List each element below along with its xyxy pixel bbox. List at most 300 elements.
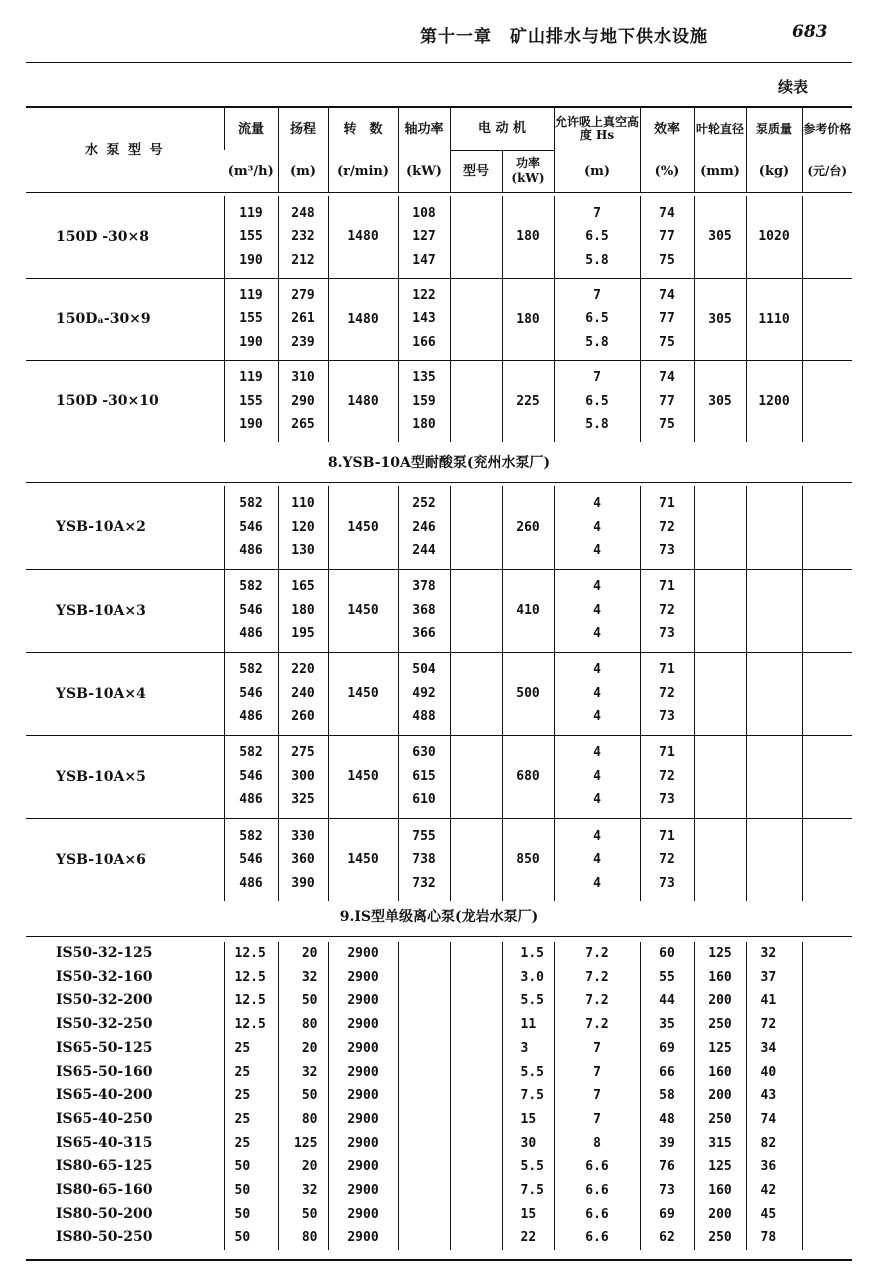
impeller-cell: 250 [694, 1013, 746, 1037]
impeller-cell: 160 [694, 1179, 746, 1203]
shaft-power-cell-value: 166 [412, 334, 436, 350]
shaft-power-cell [398, 1084, 450, 1108]
mass-cell: 37 [746, 966, 802, 990]
flow-cell-value: 119 [239, 370, 263, 385]
header-suction: 允许吸上真空高度 Hs [554, 108, 640, 150]
speed-cell: 1450 [328, 569, 398, 652]
suction-cell-value: 7 [593, 287, 601, 303]
flow-cell: 50 [224, 1155, 278, 1179]
shaft-power-cell [398, 360, 450, 442]
head-cell: 32 [278, 1061, 328, 1085]
suction-cell-value: 4 [593, 685, 601, 701]
suction-cell-value: 4 [593, 543, 601, 558]
header-model: 水 泵 型 号 [84, 142, 165, 158]
header-suction-unit: (m) [554, 150, 640, 192]
head-cell-value: 180 [291, 602, 315, 618]
suction-cell: 7.2 [554, 966, 640, 990]
head-cell-value: 212 [291, 252, 315, 268]
table-row [26, 942, 852, 966]
efficiency-cell: 58 [640, 1084, 694, 1108]
page-number: 683 [792, 22, 828, 42]
efficiency-cell-value: 74 [659, 205, 675, 221]
flow-cell: 12.5 [224, 989, 278, 1013]
motor-power-cell: 30 [502, 1132, 554, 1156]
suction-cell-value: 7 [593, 370, 601, 385]
mass-cell: 32 [746, 942, 802, 966]
speed-cell: 2900 [328, 1037, 398, 1061]
flow-cell-value: 155 [239, 311, 263, 327]
price-cell [802, 1203, 852, 1227]
suction-cell: 7.2 [554, 1013, 640, 1037]
flow-cell: 25 [224, 1061, 278, 1085]
table-row [26, 278, 852, 360]
table-row [26, 1203, 852, 1227]
head-cell-value: 310 [291, 370, 315, 385]
mass-cell: 45 [746, 1203, 802, 1227]
shaft-power-cell-value: 488 [412, 709, 436, 725]
model-name: YSB-10A×4 [26, 652, 224, 735]
header-motor-type: 型号 [450, 150, 502, 192]
head-cell: 125 [278, 1132, 328, 1156]
model-name: IS65-40-200 [56, 1087, 153, 1104]
motor-type-cell [450, 818, 502, 901]
efficiency-cell-value: 73 [659, 626, 675, 642]
shaft-power-cell-value: 143 [412, 311, 436, 327]
impeller-cell [694, 735, 746, 818]
efficiency-cell-value: 71 [659, 579, 675, 595]
efficiency-cell-value: 72 [659, 768, 675, 784]
head-cell [278, 735, 328, 818]
head-cell-value: 110 [291, 496, 315, 511]
flow-cell-value: 486 [239, 792, 263, 808]
header-speed: 转 数 [328, 108, 398, 150]
suction-cell: 7 [554, 1108, 640, 1132]
flow-cell-value: 155 [239, 393, 263, 409]
mass-cell [746, 486, 802, 569]
motor-type-cell [450, 652, 502, 735]
efficiency-cell-value: 73 [659, 543, 675, 558]
efficiency-cell-value: 77 [659, 229, 675, 244]
flow-cell [224, 360, 278, 442]
model-name: IS50-32-125 [56, 945, 153, 961]
model-name: IS65-50-125 [56, 1039, 153, 1056]
mass-cell [746, 818, 802, 901]
head-cell-value: 330 [291, 828, 315, 844]
efficiency-cell: 66 [640, 1061, 694, 1085]
motor-type-cell [450, 1108, 502, 1132]
model-name: IS50-32-200 [56, 992, 153, 1009]
motor-power-cell: 5.5 [502, 989, 554, 1013]
model-name: YSB-10A×6 [56, 851, 146, 868]
efficiency-cell-value: 71 [659, 828, 675, 844]
impeller-cell: 305 [694, 278, 746, 360]
shaft-power-cell-value: 252 [412, 496, 436, 511]
impeller-cell: 305 [694, 360, 746, 442]
flow-cell: 50 [224, 1203, 278, 1227]
impeller-cell: 125 [694, 1155, 746, 1179]
suction-cell: 7 [554, 1037, 640, 1061]
model-name: IS80-50-250 [56, 1229, 153, 1246]
head-cell-value: 275 [291, 745, 315, 761]
motor-power-cell: 180 [502, 196, 554, 278]
motor-power-cell: 11 [502, 1013, 554, 1037]
motor-type-cell [450, 1203, 502, 1227]
flow-cell-value: 582 [239, 662, 263, 678]
suction-cell [554, 652, 640, 735]
flow-cell: 25 [224, 1108, 278, 1132]
header-impeller: 叶轮直径 [694, 108, 746, 150]
model-name: IS80-50-200 [56, 1205, 153, 1222]
header-shaft-power: 轴功率 [398, 108, 450, 150]
header-price: 参考价格 [802, 108, 852, 150]
efficiency-cell-value: 74 [659, 287, 675, 303]
head-cell-value: 240 [291, 685, 315, 701]
efficiency-cell-value: 74 [659, 370, 675, 385]
flow-cell: 12.5 [224, 966, 278, 990]
model-name: IS80-65-125 [56, 1158, 153, 1175]
shaft-power-cell-value: 368 [412, 602, 436, 618]
flow-cell-value: 190 [239, 334, 263, 350]
price-cell [802, 1037, 852, 1061]
speed-cell: 2900 [328, 1203, 398, 1227]
flow-cell-value: 582 [239, 745, 263, 761]
shaft-power-cell-value: 492 [412, 685, 436, 701]
efficiency-cell: 44 [640, 989, 694, 1013]
flow-cell [224, 278, 278, 360]
impeller-cell: 315 [694, 1132, 746, 1156]
efficiency-cell [640, 818, 694, 901]
flow-cell-value: 119 [239, 205, 263, 221]
price-cell [802, 1084, 852, 1108]
speed-cell: 2900 [328, 1061, 398, 1085]
efficiency-cell: 69 [640, 1037, 694, 1061]
flow-cell: 25 [224, 1084, 278, 1108]
head-cell: 20 [278, 942, 328, 966]
shaft-power-cell [398, 1203, 450, 1227]
motor-power-cell: 410 [502, 569, 554, 652]
suction-cell-value: 4 [593, 602, 601, 618]
table-row [26, 735, 852, 818]
impeller-cell [694, 486, 746, 569]
model-name: IS65-40-315 [56, 1134, 153, 1151]
table-bottom-rule [26, 1259, 852, 1261]
mass-cell: 40 [746, 1061, 802, 1085]
efficiency-cell: 39 [640, 1132, 694, 1156]
impeller-cell [694, 569, 746, 652]
suction-cell-value: 5.8 [585, 252, 609, 268]
model-name: IS50-32-160 [56, 968, 153, 985]
price-cell [802, 1226, 852, 1250]
model-name: YSB-10A×3 [26, 569, 224, 652]
efficiency-cell-value: 71 [659, 496, 675, 511]
impeller-cell: 200 [694, 989, 746, 1013]
speed-cell: 1480 [328, 360, 398, 442]
price-cell [802, 1155, 852, 1179]
flow-cell-value: 582 [239, 496, 263, 511]
efficiency-cell [640, 196, 694, 278]
impeller-cell: 160 [694, 1061, 746, 1085]
shaft-power-cell-value: 630 [412, 745, 436, 761]
shaft-power-cell [398, 942, 450, 966]
section8-rule [26, 482, 852, 483]
shaft-power-cell [398, 1179, 450, 1203]
page-header [0, 22, 876, 48]
flow-cell: 50 [224, 1179, 278, 1203]
efficiency-cell-value: 75 [659, 252, 675, 268]
section-title-8: 8.YSB-10A型耐酸泵(兖州水泵厂) [327, 455, 551, 471]
model-name: YSB-10A×2 [26, 486, 224, 569]
flow-cell-value: 486 [239, 543, 263, 558]
speed-cell: 2900 [328, 1013, 398, 1037]
shaft-power-cell-value: 378 [412, 579, 436, 595]
efficiency-cell-value: 72 [659, 852, 675, 867]
speed-cell: 1480 [328, 196, 398, 278]
price-cell [802, 818, 852, 901]
speed-cell: 2900 [328, 989, 398, 1013]
shaft-power-cell-value: 610 [412, 792, 436, 808]
head-cell-value: 390 [291, 875, 315, 891]
suction-cell: 7 [554, 1084, 640, 1108]
suction-cell-value: 4 [593, 828, 601, 844]
price-cell [802, 1108, 852, 1132]
chapter-title: 第十一章 矿山排水与地下供水设施 [420, 27, 708, 47]
suction-cell-value: 6.5 [585, 229, 609, 244]
shaft-power-cell [398, 1061, 450, 1085]
speed-cell: 1480 [328, 278, 398, 360]
head-cell: 50 [278, 989, 328, 1013]
shaft-power-cell [398, 1226, 450, 1250]
mass-cell: 1020 [746, 196, 802, 278]
efficiency-cell: 73 [640, 1179, 694, 1203]
head-cell [278, 278, 328, 360]
suction-cell-value: 4 [593, 852, 601, 867]
mass-cell: 42 [746, 1179, 802, 1203]
efficiency-cell: 60 [640, 942, 694, 966]
mass-cell: 34 [746, 1037, 802, 1061]
motor-power-cell: 1.5 [502, 942, 554, 966]
model-name: 150Dₐ-30×9 [26, 278, 224, 360]
flow-cell [224, 652, 278, 735]
efficiency-cell [640, 360, 694, 442]
suction-cell [554, 735, 640, 818]
table-row [26, 1226, 852, 1250]
shaft-power-cell-value: 738 [412, 852, 436, 867]
suction-cell-value: 4 [593, 519, 601, 535]
efficiency-cell [640, 652, 694, 735]
impeller-cell: 125 [694, 942, 746, 966]
motor-type-cell [450, 1084, 502, 1108]
motor-power-cell: 7.5 [502, 1084, 554, 1108]
shaft-power-cell [398, 196, 450, 278]
table-row [26, 966, 852, 990]
head-cell-value: 232 [291, 229, 315, 244]
shaft-power-cell-value: 246 [412, 519, 436, 535]
table-row [26, 1108, 852, 1132]
motor-power-cell: 850 [502, 818, 554, 901]
suction-cell-value: 6.5 [585, 393, 609, 409]
speed-cell: 2900 [328, 1155, 398, 1179]
suction-cell: 6.6 [554, 1226, 640, 1250]
suction-cell: 6.6 [554, 1203, 640, 1227]
shaft-power-cell-value: 147 [412, 252, 436, 268]
efficiency-cell [640, 486, 694, 569]
impeller-cell: 200 [694, 1203, 746, 1227]
efficiency-cell-value: 75 [659, 417, 675, 432]
shaft-power-cell-value: 732 [412, 875, 436, 891]
efficiency-cell-value: 77 [659, 311, 675, 327]
mass-cell: 82 [746, 1132, 802, 1156]
suction-cell-value: 4 [593, 709, 601, 725]
mass-cell: 36 [746, 1155, 802, 1179]
efficiency-cell: 69 [640, 1203, 694, 1227]
efficiency-cell-value: 73 [659, 792, 675, 808]
flow-cell: 50 [224, 1226, 278, 1250]
head-cell: 20 [278, 1037, 328, 1061]
mass-cell: 1110 [746, 278, 802, 360]
motor-type-cell [450, 1037, 502, 1061]
flow-cell-value: 486 [239, 709, 263, 725]
price-cell [802, 278, 852, 360]
speed-cell: 1450 [328, 486, 398, 569]
efficiency-cell [640, 569, 694, 652]
head-cell-value: 239 [291, 334, 315, 350]
suction-cell-value: 6.5 [585, 311, 609, 327]
shaft-power-cell-value: 615 [412, 768, 436, 784]
shaft-power-cell-value: 755 [412, 828, 436, 844]
impeller-cell: 125 [694, 1037, 746, 1061]
head-cell: 80 [278, 1013, 328, 1037]
head-cell-value: 265 [291, 417, 315, 432]
efficiency-cell: 55 [640, 966, 694, 990]
price-cell [802, 1061, 852, 1085]
price-cell [802, 942, 852, 966]
efficiency-cell [640, 735, 694, 818]
head-cell [278, 486, 328, 569]
model-name: YSB-10A×5 [26, 735, 224, 818]
table-is-series [26, 942, 852, 1250]
flow-cell-value: 546 [239, 602, 263, 618]
price-cell [802, 966, 852, 990]
motor-type-cell [450, 569, 502, 652]
price-cell [802, 569, 852, 652]
motor-type-cell [450, 1155, 502, 1179]
head-cell [278, 360, 328, 442]
motor-type-cell [450, 1226, 502, 1250]
flow-cell [224, 818, 278, 901]
header-efficiency-unit: (%) [640, 150, 694, 192]
flow-cell-value: 486 [239, 875, 263, 891]
efficiency-cell-value: 71 [659, 662, 675, 678]
table-row [26, 1155, 852, 1179]
shaft-power-cell [398, 569, 450, 652]
impeller-cell: 160 [694, 966, 746, 990]
efficiency-cell-value: 77 [659, 393, 675, 409]
efficiency-cell [640, 278, 694, 360]
shaft-power-cell-value: 108 [412, 205, 436, 221]
head-cell [278, 196, 328, 278]
head-cell-value: 360 [291, 852, 315, 867]
flow-cell-value: 582 [239, 579, 263, 595]
motor-power-cell: 500 [502, 652, 554, 735]
header-head: 扬程 [278, 108, 328, 150]
head-cell: 80 [278, 1108, 328, 1132]
flow-cell [224, 735, 278, 818]
shaft-power-cell [398, 1108, 450, 1132]
motor-type-cell [450, 360, 502, 442]
header-speed-unit: (r/min) [328, 150, 398, 192]
table-row [26, 360, 852, 442]
motor-power-cell: 7.5 [502, 1179, 554, 1203]
header-head-unit: (m) [278, 150, 328, 192]
flow-cell-value: 546 [239, 685, 263, 701]
table-row [26, 1132, 852, 1156]
suction-cell-value: 5.8 [585, 334, 609, 350]
head-cell-value: 120 [291, 519, 315, 535]
motor-type-cell [450, 942, 502, 966]
impeller-cell: 250 [694, 1108, 746, 1132]
efficiency-cell: 35 [640, 1013, 694, 1037]
shaft-power-cell-value: 135 [412, 370, 436, 385]
flow-cell-value: 546 [239, 852, 263, 867]
head-cell: 50 [278, 1084, 328, 1108]
mass-cell: 43 [746, 1084, 802, 1108]
motor-type-cell [450, 735, 502, 818]
head-cell-value: 290 [291, 393, 315, 409]
shaft-power-cell [398, 1013, 450, 1037]
mass-cell: 72 [746, 1013, 802, 1037]
head-cell: 20 [278, 1155, 328, 1179]
shaft-power-cell [398, 818, 450, 901]
speed-cell: 2900 [328, 966, 398, 990]
impeller-cell [694, 818, 746, 901]
flow-cell-value: 582 [239, 828, 263, 844]
suction-cell-value: 4 [593, 579, 601, 595]
motor-type-cell [450, 1013, 502, 1037]
suction-cell-value: 4 [593, 875, 601, 891]
flow-cell-value: 546 [239, 519, 263, 535]
header-rule [26, 62, 852, 63]
efficiency-cell-value: 72 [659, 602, 675, 618]
model-name: IS65-50-160 [56, 1063, 153, 1080]
efficiency-cell: 76 [640, 1155, 694, 1179]
motor-type-cell [450, 486, 502, 569]
shaft-power-cell [398, 735, 450, 818]
mass-cell: 74 [746, 1108, 802, 1132]
speed-cell: 2900 [328, 1084, 398, 1108]
shaft-power-cell-value: 127 [412, 229, 436, 244]
head-cell: 32 [278, 966, 328, 990]
flow-cell: 12.5 [224, 942, 278, 966]
efficiency-cell-value: 73 [659, 709, 675, 725]
header-mass: 泵质量 [746, 108, 802, 150]
price-cell [802, 486, 852, 569]
price-cell [802, 735, 852, 818]
suction-cell: 6.6 [554, 1179, 640, 1203]
shaft-power-cell-value: 504 [412, 662, 436, 678]
motor-type-cell [450, 1132, 502, 1156]
impeller-cell: 305 [694, 196, 746, 278]
price-cell [802, 360, 852, 442]
price-cell [802, 1013, 852, 1037]
model-name: 150D -30×10 [56, 393, 159, 410]
model-name: IS65-40-250 [56, 1110, 153, 1127]
head-cell-value: 248 [291, 205, 315, 221]
suction-cell-value: 5.8 [585, 417, 609, 432]
price-cell [802, 989, 852, 1013]
impeller-cell [694, 652, 746, 735]
head-cell [278, 652, 328, 735]
table-row [26, 1179, 852, 1203]
